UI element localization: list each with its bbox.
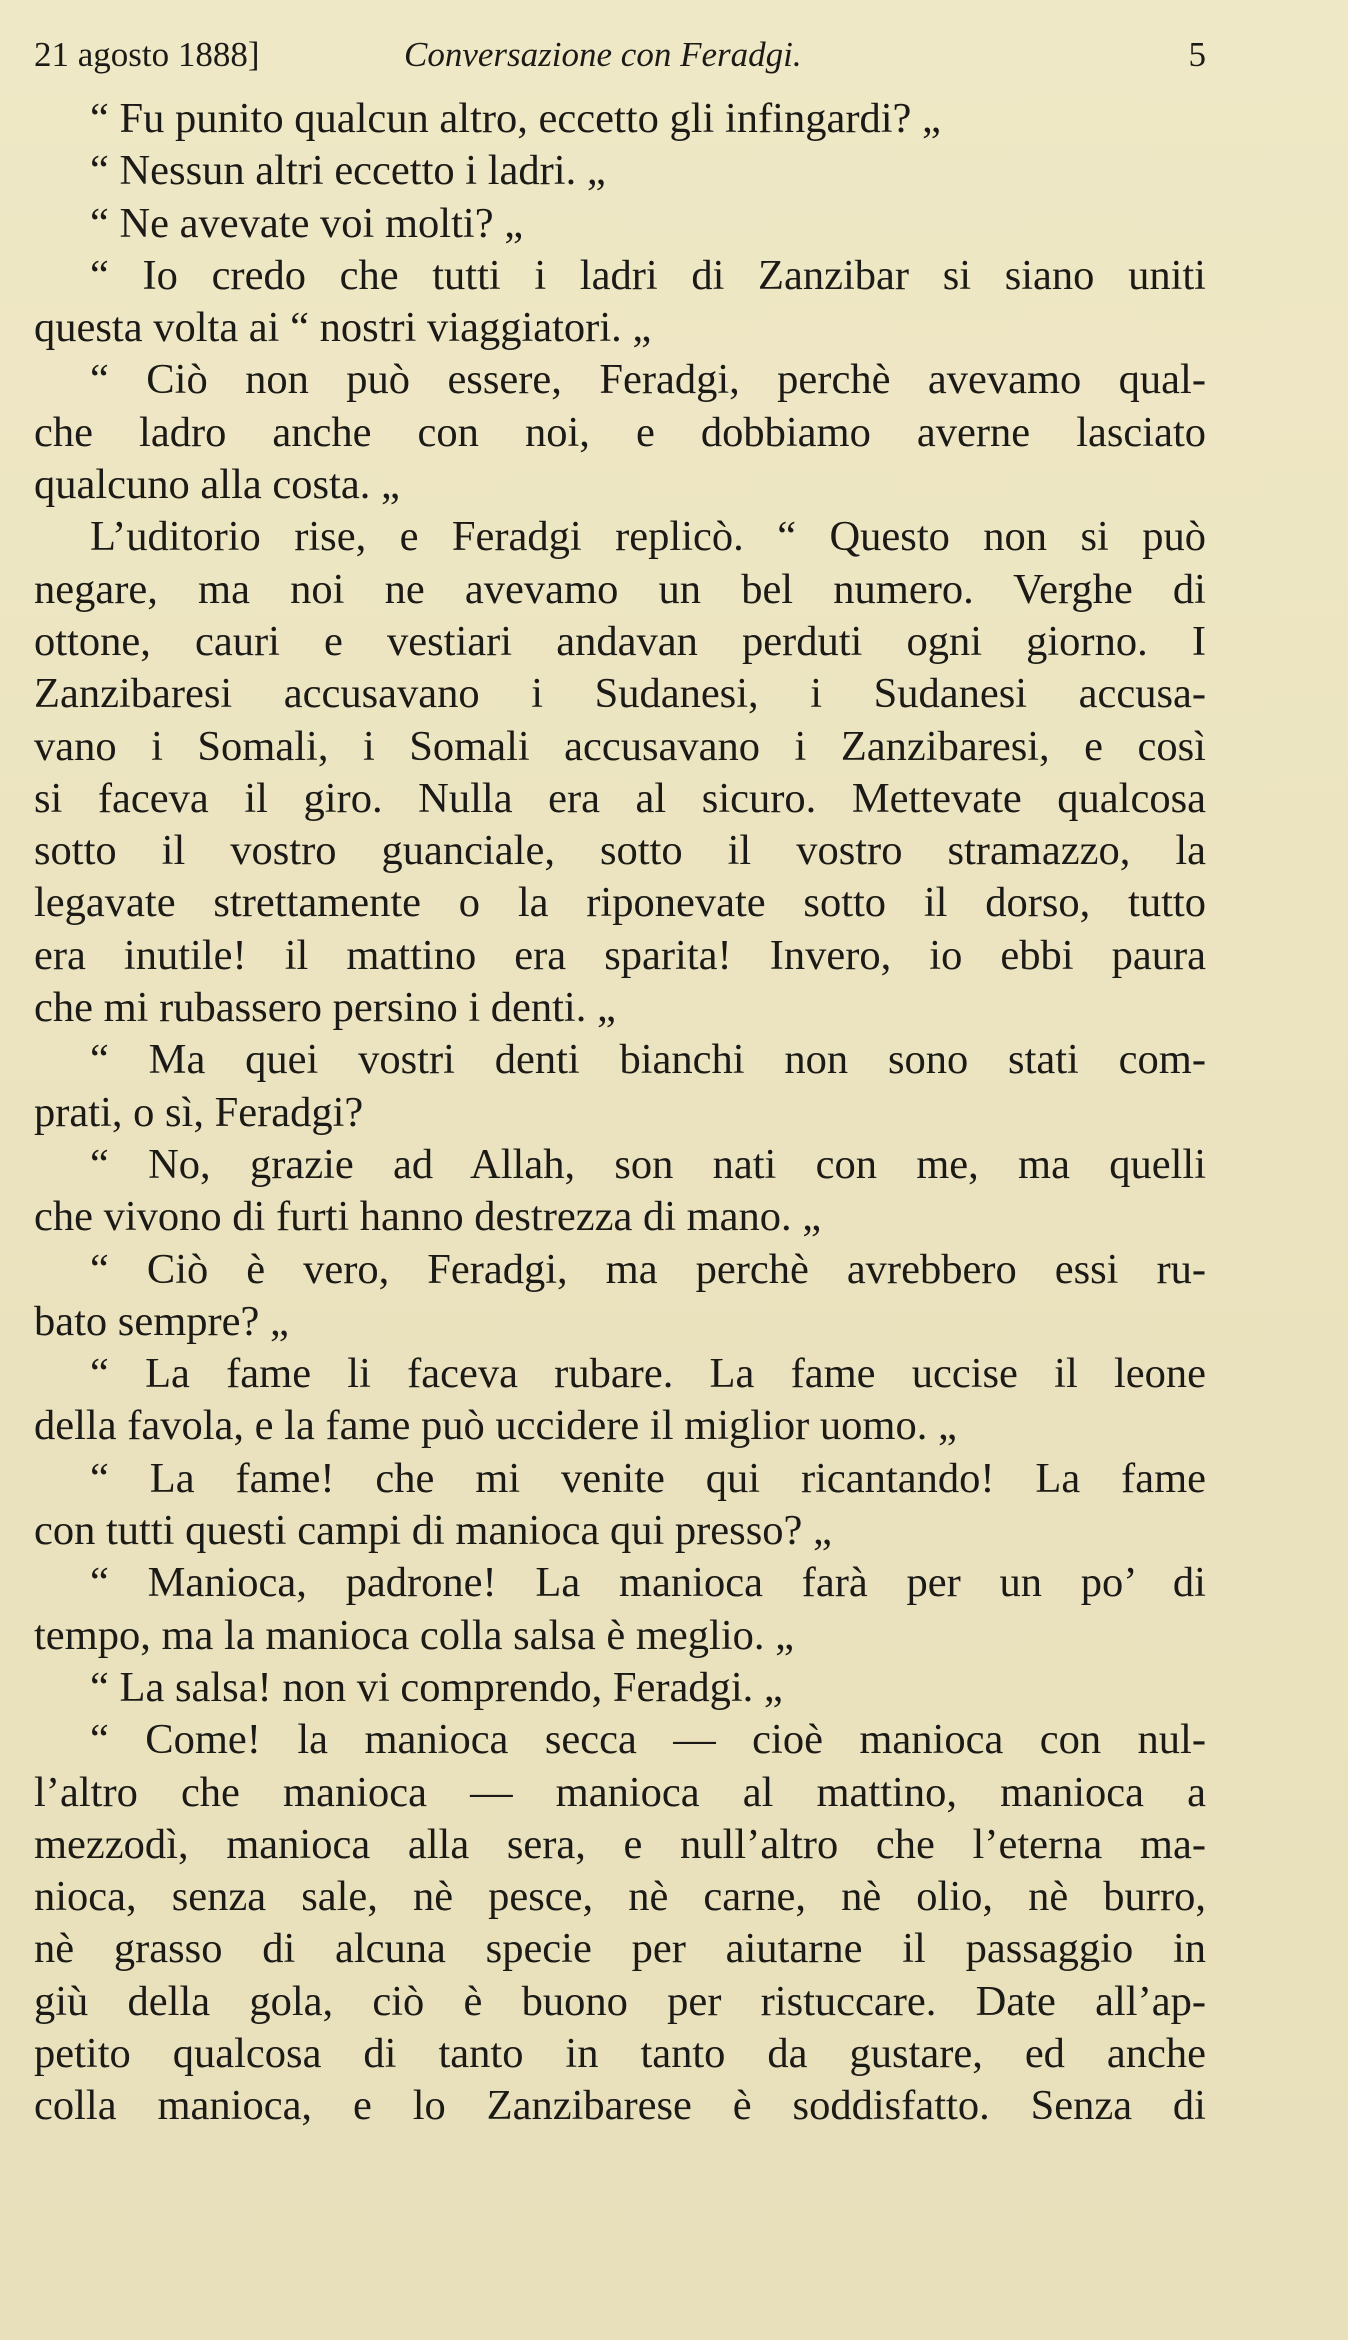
text-line: L’uditorio rise, e Feradgi replicò. “ Questo non si può <box>90 513 1206 561</box>
text-line: con tutti questi campi di manioca qui presso? „ <box>34 1507 832 1555</box>
text-line: qualcuno alla costa. „ <box>34 461 400 509</box>
text-line: “ Ne avevate voi molti? „ <box>90 199 524 247</box>
text-line: l’altro che manioca — manioca al mattino, manioca a <box>34 1768 1206 1816</box>
text-line: nioca, senza sale, nè pesce, nè carne, nè olio, nè burro, <box>34 1873 1206 1921</box>
text-line: “ La salsa! non vi comprendo, Feradgi. „ <box>90 1663 783 1711</box>
text-line: sotto il vostro guanciale, sotto il vostro stramazzo, la <box>34 827 1206 875</box>
text-line: “ Ciò è vero, Feradgi, ma perchè avrebbero essi ru- <box>90 1245 1206 1293</box>
text-line: vano i Somali, i Somali accusavano i Zanzibaresi, e così <box>34 722 1206 770</box>
text-line: “ Manioca, padrone! La manioca farà per un po’ di <box>90 1559 1206 1607</box>
text-line: Zanzibaresi accusavano i Sudanesi, i Sudanesi accusa- <box>34 670 1206 718</box>
text-line: “ No, grazie ad Allah, son nati con me, ma quelli <box>90 1140 1206 1188</box>
text-line: “ Ma quei vostri denti bianchi non sono stati com- <box>90 1036 1206 1084</box>
text-line: “ Io credo che tutti i ladri di Zanzibar si siano uniti <box>90 251 1206 299</box>
text-line: “ Fu punito qualcun altro, eccetto gli infingardi? „ <box>90 95 941 142</box>
running-header <box>34 30 1206 80</box>
text-line: negare, ma noi ne avevamo un bel numero. Verghe di <box>34 565 1206 613</box>
header-title: Conversazione con Feradgi. <box>404 35 802 74</box>
text-line: “ La fame! che mi venite qui ricantando! La fame <box>90 1454 1206 1502</box>
text-line: ottone, cauri e vestiari andavan perduti ogni giorno. I <box>34 617 1206 665</box>
body-text <box>34 93 1206 2133</box>
text-line: bato sempre? „ <box>34 1297 289 1345</box>
text-line: tempo, ma la manioca colla salsa è meglio. „ <box>34 1611 794 1659</box>
text-line: che vivono di furti hanno destrezza di mano. „ <box>34 1193 822 1241</box>
text-line: giù della gola, ciò è buono per ristuccare. Date all’ap- <box>34 1977 1206 2025</box>
text-line: “ Come! la manioca secca — cioè manioca con nul- <box>90 1716 1206 1764</box>
text-line: colla manioca, e lo Zanzibarese è soddisfatto. Senza di <box>34 2082 1206 2130</box>
text-line: mezzodì, manioca alla sera, e null’altro che l’eterna ma- <box>34 1820 1206 1868</box>
text-line: “ Nessun altri eccetto i ladri. „ <box>90 147 606 195</box>
text-line: della favola, e la fame può uccidere il miglior uomo. „ <box>34 1402 957 1450</box>
text-line: prati, o sì, Feradgi? <box>34 1088 364 1136</box>
text-line: legavate strettamente o la riponevate sotto il dorso, tutto <box>34 879 1206 927</box>
text-line: nè grasso di alcuna specie per aiutarne il passaggio in <box>34 1925 1206 1973</box>
text-line: era inutile! il mattino era sparita! Invero, io ebbi paura <box>34 931 1206 979</box>
page-number: 5 <box>1188 35 1206 74</box>
text-line: questa volta ai “ nostri viaggiatori. „ <box>34 304 652 352</box>
header-date: 21 agosto 1888] <box>34 35 260 74</box>
text-line: che mi rubassero persino i denti. „ <box>34 984 616 1032</box>
text-line: si faceva il giro. Nulla era al sicuro. Mettevate qualcosa <box>34 774 1206 822</box>
text-line: petito qualcosa di tanto in tanto da gustare, ed anche <box>34 2029 1206 2077</box>
text-line: “ Ciò non può essere, Feradgi, perchè avevamo qual- <box>90 356 1206 404</box>
text-line: “ La fame li faceva rubare. La fame uccise il leone <box>90 1350 1206 1398</box>
text-line: che ladro anche con noi, e dobbiamo averne lasciato <box>34 408 1206 456</box>
